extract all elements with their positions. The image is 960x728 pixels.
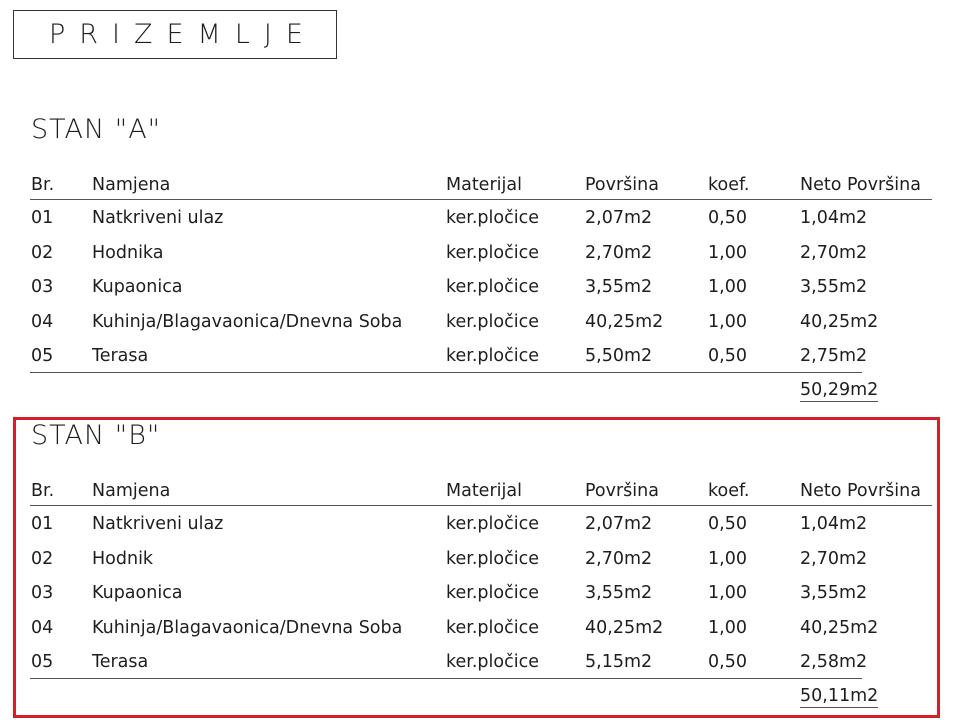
table-cell: 1,00 — [708, 311, 747, 332]
table-cell: 40,25m2 — [800, 311, 879, 332]
table-cell: 1,00 — [708, 548, 747, 569]
column-header: Površina — [585, 481, 659, 501]
table-cell: 1,00 — [708, 242, 747, 263]
table-row — [0, 277, 960, 307]
table-cell: 03 — [31, 277, 54, 297]
table-cell: 2,70m2 — [585, 548, 653, 569]
table-cell: Kupaonica — [92, 277, 183, 297]
table-cell: 2,70m2 — [800, 242, 868, 263]
table-cell: 40,25m2 — [585, 617, 664, 638]
apartment-title: STAN "B" — [31, 420, 161, 451]
table-cell: 02 — [31, 548, 54, 569]
table-cell: 2,07m2 — [585, 208, 653, 228]
table-cell: Natkriveni ulaz — [92, 208, 224, 228]
rows-divider — [30, 678, 862, 679]
table-cell: 3,55m2 — [800, 277, 868, 297]
table-cell: 04 — [31, 617, 54, 638]
header-divider — [30, 199, 932, 200]
table-cell: 1,00 — [708, 617, 747, 638]
table-cell: 05 — [31, 652, 54, 672]
table-row — [0, 618, 960, 648]
table-cell: ker.pločice — [446, 311, 539, 332]
column-header: Namjena — [92, 481, 171, 501]
column-header: Neto Površina — [800, 481, 921, 501]
table-cell: 3,55m2 — [800, 583, 868, 603]
column-header: Namjena — [92, 175, 171, 195]
table-cell: 40,25m2 — [800, 617, 879, 638]
table-cell: Natkriveni ulaz — [92, 514, 224, 534]
table-cell: 2,75m2 — [800, 346, 868, 366]
table-cell: 5,50m2 — [585, 346, 653, 366]
column-header: Materijal — [446, 175, 522, 195]
table-cell: Hodnik — [92, 548, 154, 569]
table-row — [0, 514, 960, 544]
table-cell: ker.pločice — [446, 346, 539, 366]
table-cell: 1,04m2 — [800, 514, 868, 534]
table-cell: ker.pločice — [446, 617, 539, 638]
table-cell: 0,50 — [708, 514, 747, 534]
table-cell: 01 — [31, 208, 54, 228]
table-cell: ker.pločice — [446, 208, 539, 228]
floor-title: PRIZEMLJE — [49, 19, 317, 50]
column-header: Materijal — [446, 481, 522, 501]
table-row — [0, 583, 960, 613]
column-header: Neto Površina — [800, 175, 921, 195]
table-cell: 02 — [31, 242, 54, 263]
total-net-area: 50,29m2 — [800, 380, 879, 400]
table-cell: 1,00 — [708, 277, 747, 297]
table-cell: 05 — [31, 346, 54, 366]
table-cell: Kuhinja/Blagavaonica/Dnevna Soba — [92, 617, 403, 638]
table-row — [0, 549, 960, 579]
table-cell: 04 — [31, 311, 54, 332]
table-cell: ker.pločice — [446, 652, 539, 672]
table-cell: ker.pločice — [446, 548, 539, 569]
table-cell: 2,58m2 — [800, 652, 868, 672]
table-cell: ker.pločice — [446, 277, 539, 297]
table-cell: 1,00 — [708, 583, 747, 603]
column-header: Br. — [31, 175, 55, 195]
table-row — [0, 243, 960, 273]
table-row — [0, 208, 960, 238]
table-cell: 0,50 — [708, 208, 747, 228]
table-cell: 0,50 — [708, 346, 747, 366]
header-divider — [30, 505, 932, 506]
table-cell: Hodnika — [92, 242, 164, 263]
column-header: koef. — [708, 175, 750, 195]
table-cell: Kuhinja/Blagavaonica/Dnevna Soba — [92, 311, 403, 332]
table-cell: Terasa — [92, 346, 149, 366]
table-cell: 3,55m2 — [585, 277, 653, 297]
table-cell: ker.pločice — [446, 514, 539, 534]
table-cell: 01 — [31, 514, 54, 534]
table-row — [0, 312, 960, 342]
table-cell: 3,55m2 — [585, 583, 653, 603]
table-cell: 0,50 — [708, 652, 747, 672]
column-header: Br. — [31, 481, 55, 501]
table-cell: 2,07m2 — [585, 514, 653, 534]
table-cell: Kupaonica — [92, 583, 183, 603]
table-cell: 2,70m2 — [585, 242, 653, 263]
table-cell: 40,25m2 — [585, 311, 664, 332]
total-net-area: 50,11m2 — [800, 686, 879, 706]
table-header — [0, 175, 960, 205]
floor-title-box — [13, 10, 337, 59]
table-cell: Terasa — [92, 652, 149, 672]
table-cell: 1,04m2 — [800, 208, 868, 228]
table-cell: 5,15m2 — [585, 652, 653, 672]
table-header — [0, 481, 960, 511]
table-cell: 2,70m2 — [800, 548, 868, 569]
column-header: koef. — [708, 481, 750, 501]
apartment-title: STAN "A" — [31, 114, 162, 145]
table-cell: 03 — [31, 583, 54, 603]
column-header: Površina — [585, 175, 659, 195]
table-cell: ker.pločice — [446, 583, 539, 603]
rows-divider — [30, 372, 862, 373]
table-cell: ker.pločice — [446, 242, 539, 263]
